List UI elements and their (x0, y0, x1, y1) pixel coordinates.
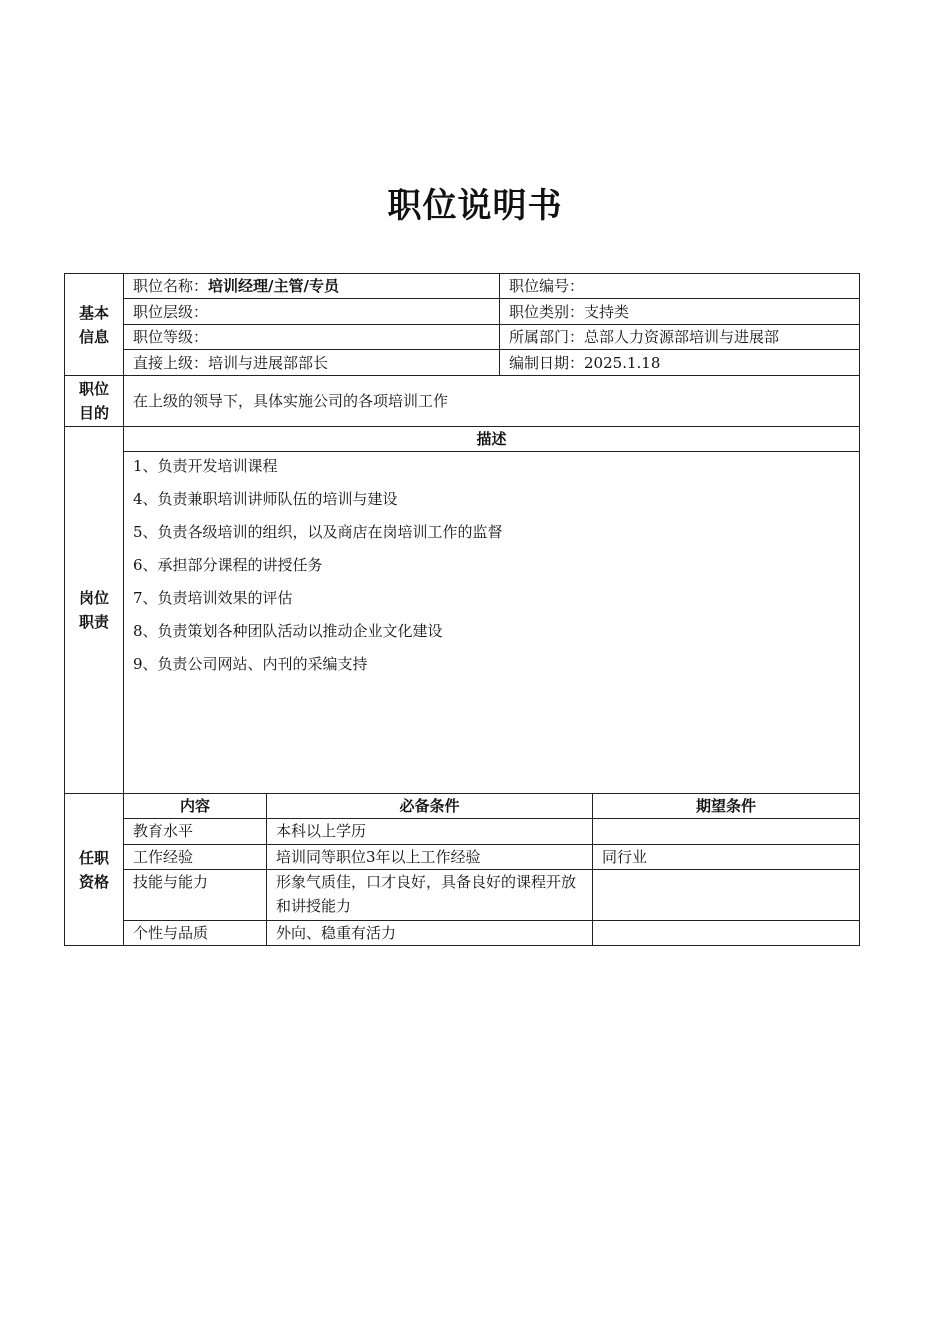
duty-item: 8、负责策划各种团队活动以推动企业文化建设 (133, 622, 443, 640)
qual-header-expected: 期望条件 (593, 794, 860, 819)
qual-item: 教育水平 (124, 819, 267, 845)
qual-required: 外向、稳重有活力 (267, 921, 593, 946)
purpose-text: 在上级的领导下，具体实施公司的各项培训工作 (124, 376, 860, 427)
qual-required: 形象气质佳，口才良好，具备良好的课程开放和讲授能力 (267, 870, 593, 921)
table-row (124, 819, 860, 845)
qualifications-table (123, 793, 860, 946)
date-value: 2025.1.18 (584, 353, 661, 372)
qual-item: 技能与能力 (124, 870, 267, 921)
position-category-label: 职位类别： (509, 302, 585, 321)
page-title: 职位说明书 (387, 186, 563, 226)
superior-cell (124, 350, 500, 376)
qualifications-cell (124, 794, 860, 946)
position-category-value: 支持类 (584, 302, 630, 321)
department-label: 所属部门： (509, 328, 585, 346)
date-cell (500, 350, 860, 376)
position-name-cell (124, 274, 500, 299)
position-level-label: 职位层级： (133, 302, 209, 321)
qualifications-label: 任职资格 (65, 794, 124, 946)
qual-header-content: 内容 (124, 794, 267, 819)
duty-item: 4、负责兼职培训讲师队伍的培训与建设 (133, 490, 398, 508)
duty-item: 7、负责培训效果的评估 (133, 589, 293, 607)
qual-required: 培训同等职位3年以上工作经验 (267, 845, 593, 870)
table-row (124, 870, 860, 921)
table-row (124, 845, 860, 870)
duty-item: 5、负责各级培训的组织，以及商店在岗培训工作的监督 (133, 523, 503, 541)
duties-list (124, 452, 860, 794)
qual-item: 个性与品质 (124, 921, 267, 946)
position-level-cell (124, 299, 500, 325)
qual-required: 本科以上学历 (267, 819, 593, 845)
superior-label: 直接上级： (133, 353, 209, 372)
qual-item: 工作经验 (124, 845, 267, 870)
department-value: 总部人力资源部培训与进展部 (584, 328, 780, 346)
qual-expected (593, 870, 860, 921)
duties-header: 描述 (124, 427, 860, 452)
duty-item: 6、承担部分课程的讲授任务 (133, 556, 323, 574)
qual-expected (593, 921, 860, 946)
basic-info-label: 基本信息 (65, 274, 124, 376)
superior-value: 培训与进展部部长 (208, 353, 329, 372)
table-row (124, 921, 860, 946)
job-description-table (64, 273, 860, 946)
qual-expected: 同行业 (593, 845, 860, 870)
duty-item: 1、负责开发培训课程 (133, 457, 278, 475)
position-grade-label: 职位等级： (133, 328, 209, 346)
qual-header-required: 必备条件 (267, 794, 593, 819)
department-cell (500, 325, 860, 350)
position-name-label: 职位名称： (133, 277, 209, 295)
qual-expected (593, 819, 860, 845)
position-code-label: 职位编号： (509, 277, 585, 295)
position-name-value: 培训经理/主管/专员 (208, 277, 339, 295)
purpose-label: 职位目的 (65, 376, 124, 427)
duties-label: 岗位职责 (65, 427, 124, 794)
position-grade-cell (124, 325, 500, 350)
position-code-cell (500, 274, 860, 299)
duty-item: 9、负责公司网站、内刊的采编支持 (133, 655, 368, 673)
date-label: 编制日期： (509, 353, 585, 372)
position-category-cell (500, 299, 860, 325)
